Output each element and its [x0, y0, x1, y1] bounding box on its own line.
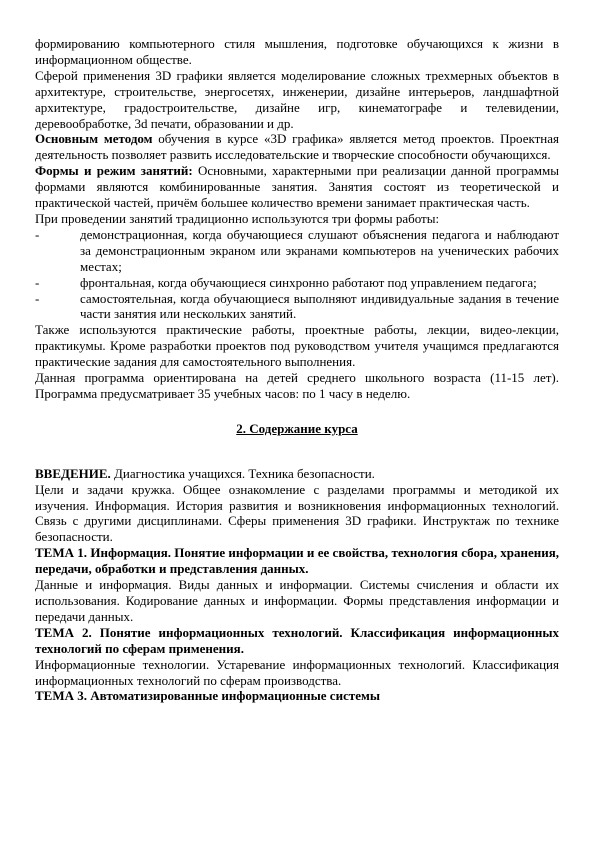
document-page — [35, 36, 559, 704]
intro-text: Цели и задачи кружка. Общее ознакомление с разделами программы и методикой их изучения. Информация. История развития и возникновения информационных технологий. Связь с другими дисциплинами. Сферы применения 3D графики. Инструктаж по технике безопасности. — [35, 481, 559, 545]
forms-text: Основными, характерными при реализации данной программы формами являются комбинированные занятия. Занятия состоят из теоретической и практической частей, причём большее количество времени занимает практическая часть. — [35, 163, 559, 211]
section-heading: 2. Содержание курса — [236, 420, 358, 436]
paragraph-3d-applications: Сферой применения 3D графики является моделирование сложных трехмерных объектов в архитектуре, строительстве, энергосетях, инженерии, дизайне интерьеров, ландшафтной архитектуре, градостроительстве, дизайне игр, кинематографе и телевидении, деревообработке, 3d печати, образовании и др. — [35, 67, 559, 131]
list-item-text: демонстрационная, когда обучающиеся слушают объяснения педагога и наблюдают за демонстрационным экраном или экранами компьютеров на ученических рабочих местах; — [80, 226, 559, 274]
paragraph-work-forms-intro: При проведении занятий традиционно используются три формы работы: — [35, 210, 440, 226]
list-item — [35, 291, 559, 323]
topic-2-title: ТЕМА 2. Понятие информационных технологий. Классификация информационных технологий по сферам применения. — [35, 624, 559, 656]
dash-marker: - — [35, 226, 40, 242]
dash-marker: - — [35, 290, 40, 306]
topic-2-text: Информационные технологии. Устаревание информационных технологий. Классификация информационных технологий по сферам производства. — [35, 656, 559, 688]
paragraph-intro-end: формированию компьютерного стиля мышления, подготовке обучающихся к жизни в информационном обществе. — [35, 36, 559, 67]
paragraph-forms — [35, 163, 559, 211]
list-item-text: самостоятельная, когда обучающиеся выполняют индивидуальные задания в течение части занятия или нескольких занятий. — [80, 290, 559, 322]
dash-marker: - — [35, 274, 40, 290]
list-item — [35, 275, 559, 291]
intro-heading — [35, 466, 559, 482]
topic-1-text: Данные и информация. Виды данных и информации. Системы счисления и области их использования. Кодирование данных и информации. Формы представления информации и передачи данных. — [35, 577, 559, 624]
list-item-text: фронтальная, когда обучающиеся синхронно работают под управлением педагога; — [80, 274, 537, 290]
main-method-text: обучения в курсе «3D графика» является метод проектов. Проектная деятельность позволяет развить исследовательские и творческие способности обучающихся. — [35, 131, 559, 163]
list-item — [35, 227, 559, 275]
intro-label: ВВЕДЕНИЕ. — [35, 465, 111, 481]
paragraph-main-method — [35, 131, 559, 163]
topic-1-title: ТЕМА 1. Информация. Понятие информации и ее свойства, технология сбора, хранения, передачи, обработки и представления данных. — [35, 545, 559, 577]
forms-label: Формы и режим занятий: — [35, 163, 193, 179]
paragraph-practical-work: Также используются практические работы, проектные работы, лекции, видео-лекции, практикумы. Кроме разработки проектов под руководством учителя учащимся предлагаются практические задания для самостоятельного выполнения. — [35, 322, 559, 370]
paragraph-program-scope: Данная программа ориентирована на детей среднего школьного возраста (11-15 лет). Программа предусматривает 35 учебных часов: по 1 часу в неделю. — [35, 370, 559, 401]
work-forms-list — [35, 227, 559, 322]
intro-heading-text: Диагностика учащихся. Техника безопасности. — [110, 465, 375, 481]
main-method-label: Основным методом — [35, 131, 153, 147]
topic-3-title: ТЕМА 3. Автоматизированные информационные системы — [35, 688, 380, 704]
